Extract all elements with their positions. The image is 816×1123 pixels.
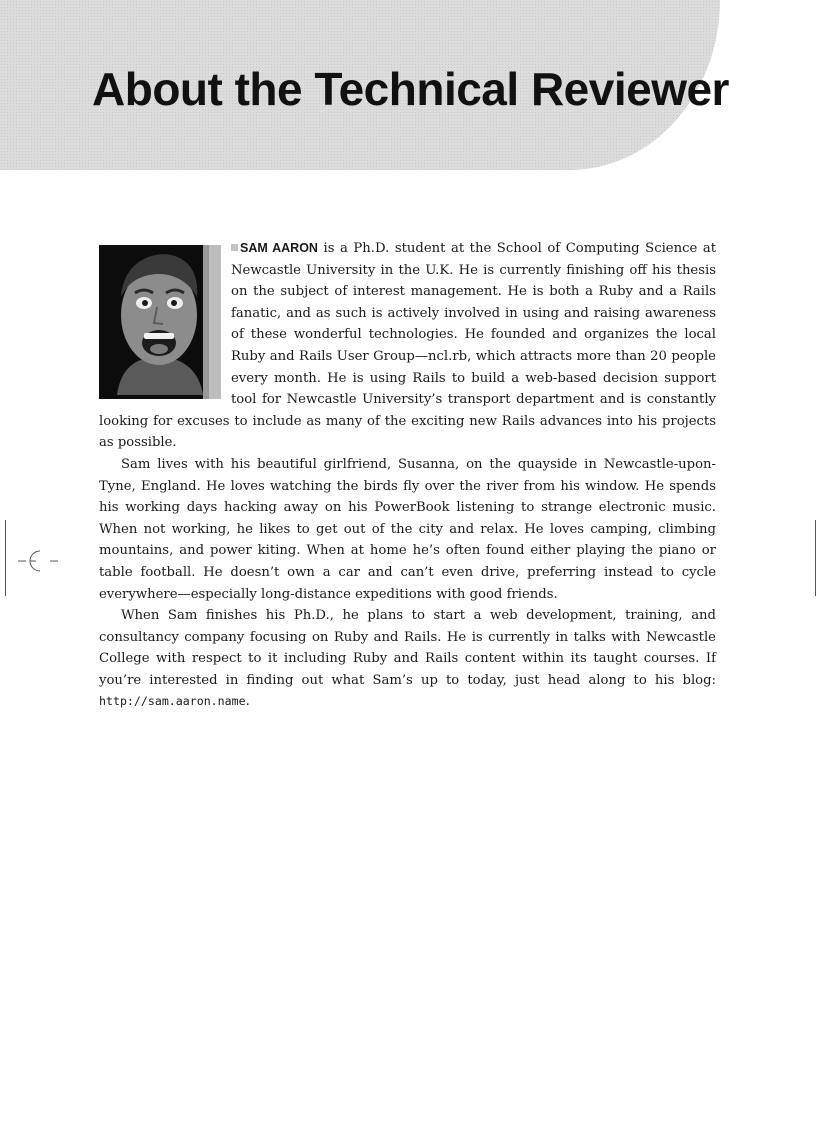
chapter-header-band (0, 0, 729, 170)
registration-mark-icon (18, 548, 62, 574)
bio-paragraph-3-text: When Sam finishes his Ph.D., he plans to start a web development, training, and consultancy company focusing on Ruby and Rails. He is currently in talks with Newcastle College with respect to it including Ruby and Rails content within its taught courses. If you’re interested in finding out what Sam’s up to today, just head along to his blog: (99, 608, 716, 688)
bio-paragraph-2: Sam lives with his beautiful girlfriend, Susanna, on the quayside in Newcastle-upon-Tyne, England. He loves watching the birds fly over the river from his window. He spends his working days hacking away on his PowerBook listening to strange electronic music. When not working, he likes to get out of the city and relax. He loves camping, climbing mountains, and power kiting. When at home he’s often found either playing the piano or table football. He doesn’t own a car and can’t even drive, preferring instead to cycle everywhere—especially long-distance expeditions with good friends. (99, 456, 716, 602)
photo-spacer (99, 238, 221, 410)
bio-paragraph-3-end: . (245, 694, 250, 710)
blog-url: http://sam.aaron.name (99, 694, 246, 709)
reviewer-bio (99, 238, 716, 713)
name-marker-icon (231, 244, 238, 251)
crop-mark-left (5, 520, 6, 596)
reviewer-name: SAM AARON (240, 241, 318, 255)
bio-paragraph-1-text: is a Ph.D. student at the School of Computing Science at Newcastle University in the U.K. He is currently finishing off his thesis on the subject of interest management. He is both a Ruby and a Rails fanatic, and as such is actively involved in using and raising awareness of these wonderful technologies. He founded and organizes the local Ruby and Rails User Group—ncl.rb, which attracts more than 20 people every month. He is using Rails to build a web-based decision support tool for Newcastle University’s transport department and is constantly looking for excuses to include as many of the exciting new Rails advances into his projects as possible. (99, 241, 716, 451)
bio-paragraph-3 (99, 605, 716, 713)
page-title: About the Technical Reviewer (92, 63, 729, 115)
